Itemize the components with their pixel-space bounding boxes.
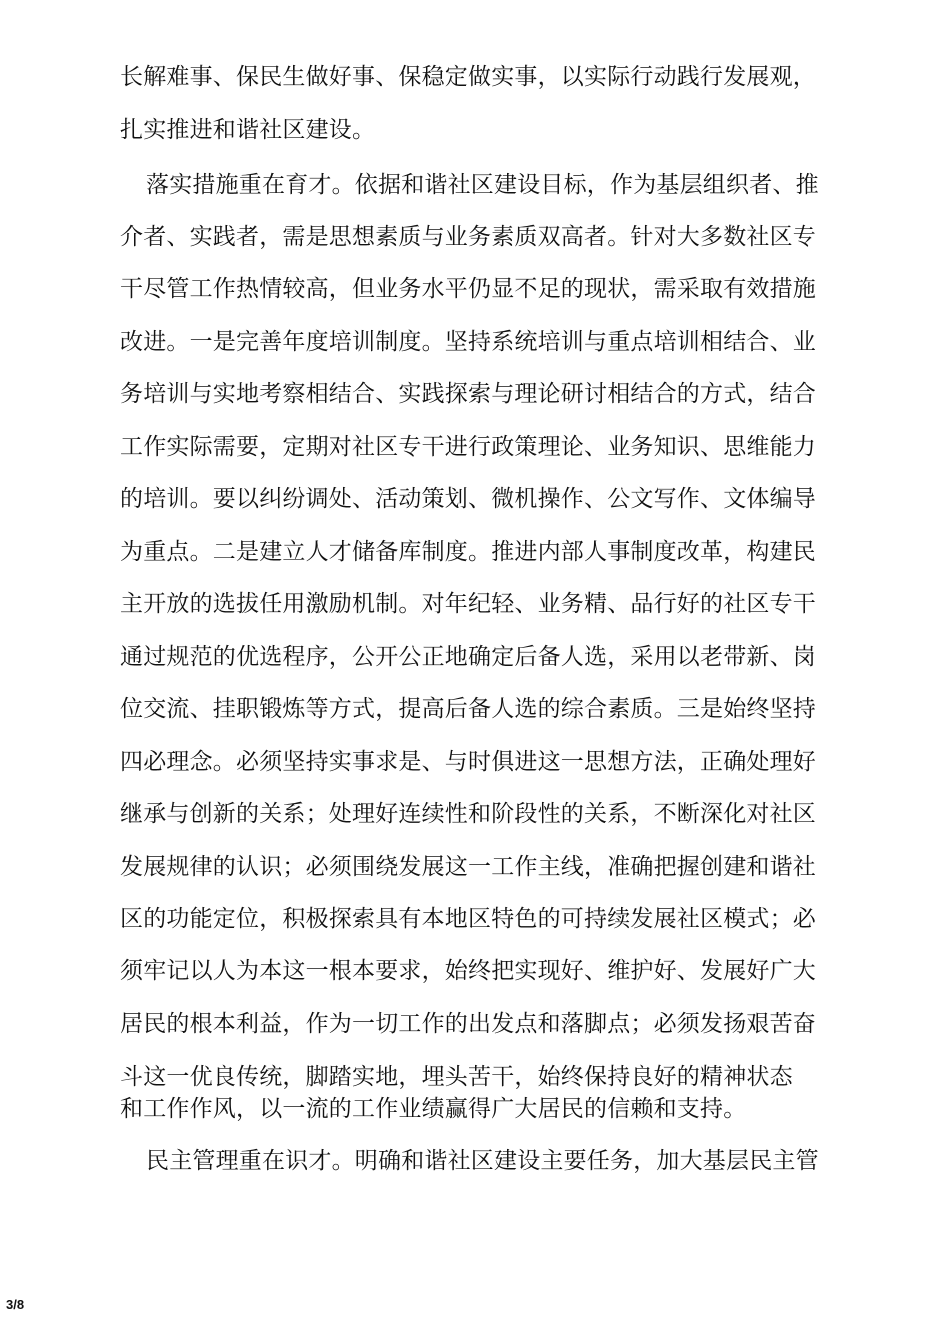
text-line-12: 通过规范的优选程序，公开公正地确定后备人选，采用以老带新、岗	[120, 644, 816, 670]
paragraph-start-line: 民主管理重在识才。明确和谐社区建设主要任务，加大基层民主管	[146, 1148, 819, 1174]
text-line-19: 居民的根本利益，作为一切工作的出发点和落脚点；必须发扬艰苦奋	[120, 1011, 816, 1037]
text-line-2: 扎实推进和谐社区建设。	[120, 117, 376, 143]
text-line-17: 区的功能定位，积极探索具有本地区特色的可持续发展社区模式；必	[120, 906, 816, 932]
text-line-16: 发展规律的认识；必须围绕发展这一工作主线，准确把握创建和谐社	[120, 854, 816, 880]
text-line-6: 改进。一是完善年度培训制度。坚持系统培训与重点培训相结合、业	[120, 329, 816, 355]
text-line-5: 干尽管工作热情较高，但业务水平仍显不足的现状，需采取有效措施	[120, 276, 816, 302]
text-line-21: 和工作作风，以一流的工作业绩赢得广大居民的信赖和支持。	[120, 1096, 747, 1122]
text-line-14: 四必理念。必须坚持实事求是、与时俱进这一思想方法，正确处理好	[120, 749, 816, 775]
text-line-20: 斗这一优良传统，脚踏实地，埋头苦干，始终保持良好的精神状态	[120, 1064, 793, 1090]
paragraph-start-line: 落实措施重在育才。依据和谐社区建设目标，作为基层组织者、推	[146, 172, 819, 198]
text-line-13: 位交流、挂职锻炼等方式，提高后备人选的综合素质。三是始终坚持	[120, 696, 816, 722]
text-line-10: 为重点。二是建立人才储备库制度。推进内部人事制度改革，构建民	[120, 539, 816, 565]
text-line-1: 长解难事、保民生做好事、保稳定做实事，以实际行动践行发展观，	[120, 64, 816, 90]
text-line-9: 的培训。要以纠纷调处、活动策划、微机操作、公文写作、文体编导	[120, 486, 816, 512]
text-line-4: 介者、实践者，需是思想素质与业务素质双高者。针对大多数社区专	[120, 224, 816, 250]
text-line-7: 务培训与实地考察相结合、实践探索与理论研讨相结合的方式，结合	[120, 381, 816, 407]
text-line-15: 继承与创新的关系；处理好连续性和阶段性的关系，不断深化对社区	[120, 801, 816, 827]
text-line-11: 主开放的选拔任用激励机制。对年纪轻、业务精、品行好的社区专干	[120, 591, 816, 617]
text-line-8: 工作实际需要，定期对社区专干进行政策理论、业务知识、思维能力	[120, 434, 816, 460]
text-line-18: 须牢记以人为本这一根本要求，始终把实现好、维护好、发展好广大	[120, 958, 816, 984]
page-number: 3/8	[6, 1297, 25, 1312]
